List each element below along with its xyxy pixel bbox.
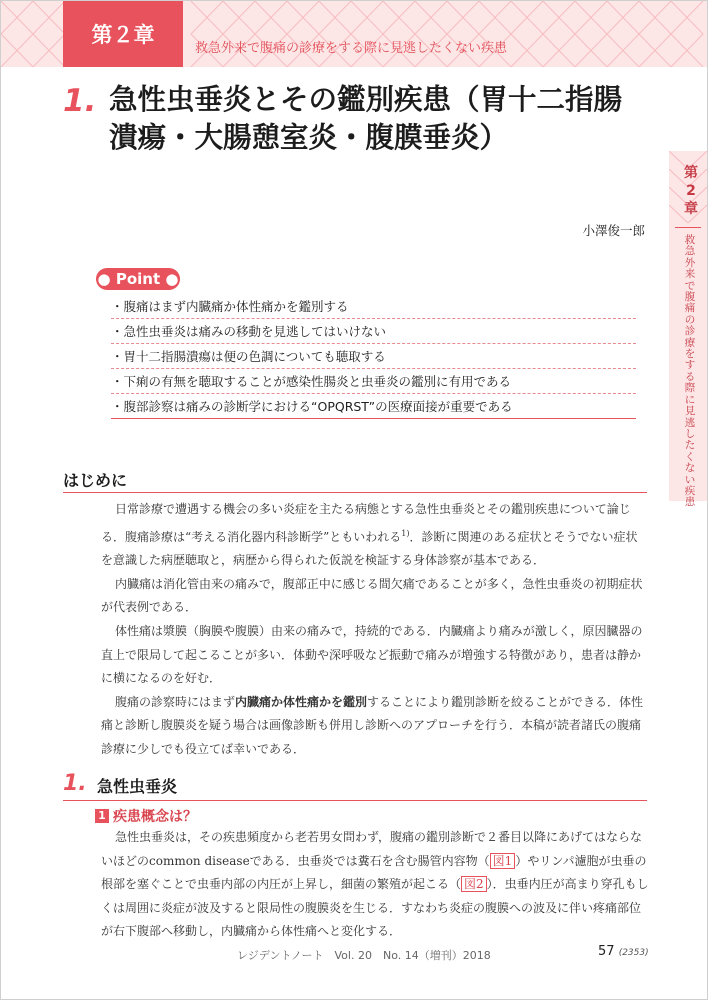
- section1-heading: 急性虫垂炎: [97, 777, 178, 796]
- point-item: ・急性虫垂炎は痛みの移動を見逃してはいけない: [111, 319, 636, 344]
- figure-2-link[interactable]: 図2: [461, 876, 487, 892]
- page-number: 57 (2353): [598, 944, 649, 959]
- side-chapter-text: 救急外来で腹痛の診療をする際に見逃したくない疾患: [684, 234, 696, 509]
- intro-rule: [63, 492, 647, 493]
- intro-paragraph-1: 日常診療で遭遇する機会の多い炎症を主たる病態とする急性虫垂炎とその鑑別疾患について論じる．腹痛診療は“考える消化器内科診断学”ともいわれる$^{1)}$．診断に関連のある症状とそうでない症状を意識した病歴聴取と，病歴から得られた仮説を検証する身体診察が基本である．: [101, 502, 638, 568]
- point-item: ・腹痛はまず内臓痛か体性痛かを鑑別する: [111, 294, 636, 319]
- side-chapter: 第2章: [684, 165, 698, 217]
- chapter-tab: 第２章: [63, 1, 183, 67]
- chapter-subtitle: 救急外来で腹痛の診療をする際に見逃したくない疾患: [195, 41, 508, 56]
- figure-1-link[interactable]: 図1: [490, 853, 516, 869]
- intro-heading: はじめに: [63, 471, 128, 490]
- section1-body: [101, 826, 649, 944]
- intro-paragraph-2: 内臓痛は消化管由来の痛みで，腹部正中に感じる間欠痛であることが多く，急性虫垂炎の初期症状が代表例である．: [101, 576, 643, 615]
- article-number: 1.: [63, 83, 97, 119]
- intro-paragraph-3: 体性痛は漿膜（胸膜や腹膜）由来の痛みで，持続的である．内臓痛より痛みが激しく，原因臓器の直上で限局して起こることが多い．体動や深呼吸など振動で痛みが増強する特徴があり，患者は静かに横になるのを好む．: [101, 623, 643, 686]
- side-divider: [675, 227, 701, 228]
- intro-body: [101, 498, 649, 762]
- intro-paragraph-4: 腹痛の診察時にはまず内臓痛か体性痛かを鑑別することにより鑑別診断を絞ることができる．体性痛と診断し腹膜炎を疑う場合は画像診断も併用し診断へのアプローチを行う．本稿が読者諸氏の腹痛診療に少しでも役立てば幸いである．: [101, 694, 644, 756]
- point-list: [111, 294, 636, 419]
- point-item: ・胃十二指腸潰瘍は便の色調についても聴取する: [111, 344, 636, 369]
- section1-number: 1.: [63, 771, 87, 796]
- subsection-heading: 疾患概念は？: [113, 809, 197, 825]
- journal-footer: レジデントノート Vol. 20 No. 14（増刊）2018: [237, 949, 491, 962]
- point-item: ・腹部診察は痛みの診断学における“OPQRST”の医療面接が重要である: [111, 394, 636, 419]
- point-badge: ● Point ●: [97, 270, 179, 288]
- article-title: 急性虫垂炎とその鑑別疾患（胃十二指腸潰瘍・大腸憩室炎・腹膜垂炎）: [109, 83, 623, 154]
- subsection-number: 1: [95, 809, 109, 823]
- section1-paragraph-1: 急性虫垂炎は，その疾患頻度から老若男女問わず，腹痛の鑑別診断で２番目以降にあげてはならないほどのcommon diseaseである．虫垂炎では糞石を含む腸管内容物（ 図1 ）やリンパ濾胞が虫垂の根部を塞ぐことで虫垂内部の内圧が上昇し，細菌の繁殖が起こる（ 図2 ）．虫垂内圧が高まり穿孔もしくは周囲に炎症が波及すると限局性の腹膜炎を生じる．すなわち炎症の腹膜への波及に伴い疼痛部位が右下腹部へ移動し，内臓痛から体性痛へと変化する．: [101, 830, 649, 939]
- section1-rule: [63, 800, 647, 801]
- point-item: ・下痢の有無を聴取することが感染性腸炎と虫垂炎の鑑別に有用である: [111, 369, 636, 394]
- author: 小澤俊一郎: [582, 223, 645, 238]
